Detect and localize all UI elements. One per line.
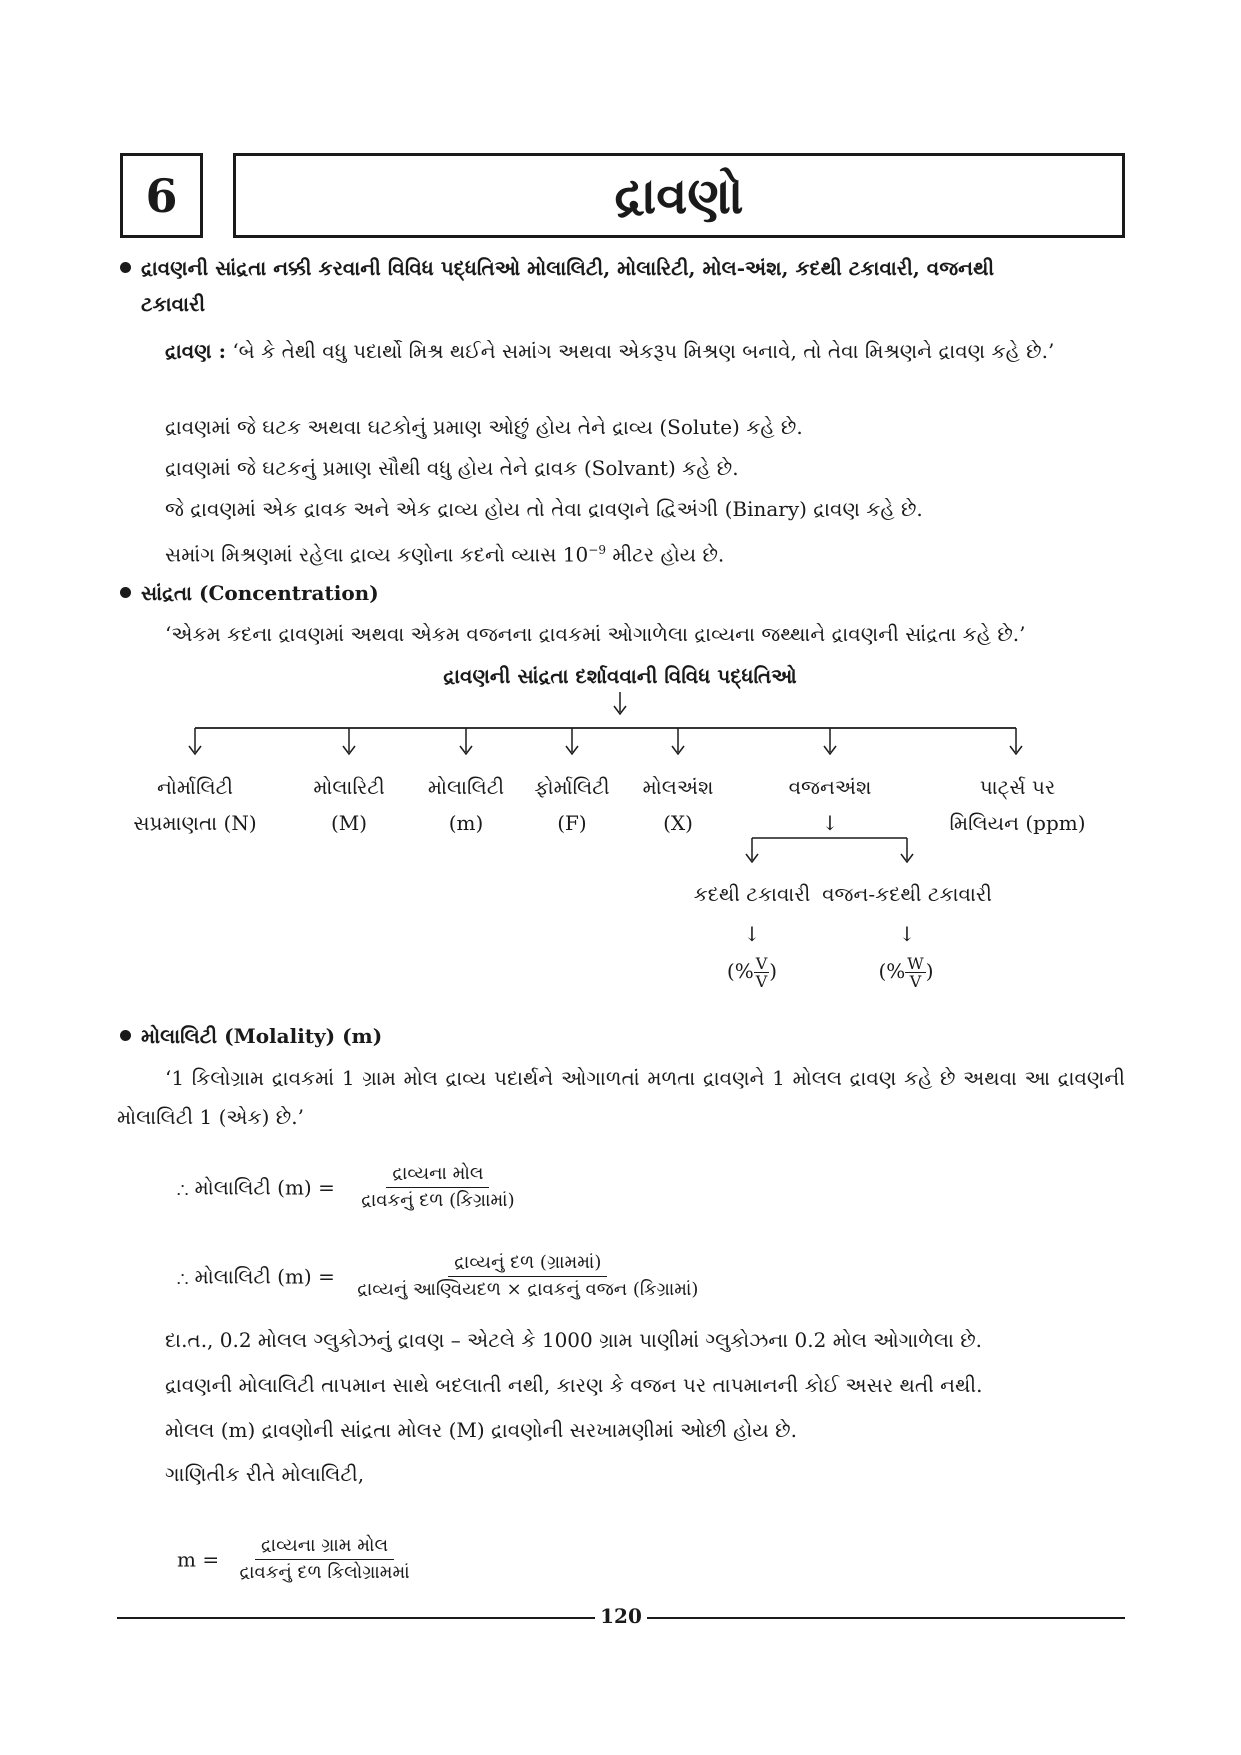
section1-heading: દ્રાવણની સાંદ્રતા નક્કી કરવાની વિવિધ પદ્ધતિઓ મોલાલિટી, મોલારિટી, મોલ-અંશ, કદથી ટકાવારી, વજનથી: [120, 250, 1130, 286]
particle-size-line: સમાંગ મિશ્રણમાં રહેલા દ્રાવ્ય કણોના કદનો વ્યાસ $10^{-9}$ મીટર હોય છે.: [165, 542, 725, 567]
molality-formula-3: m = $\frac{\text{દ્રાવ્યના ગ્રામ મોલ}}{\text{દ્રાવકનું દળ કિલોગ્રામમાં}}$: [177, 1535, 410, 1583]
method-ppm: પાર્ટ્સ પર: [979, 775, 1056, 799]
bullet-icon: [120, 587, 131, 598]
chapter-number-box: [120, 153, 203, 238]
example-line: દા.ત., 0.2 મોલલ ગ્લુકોઝનું દ્રાવણ – એટલે કે 1000 ગ્રામ પાણીમાં ગ્લુકોઝના 0.2 મોલ ઓગાળેલા છે.: [165, 1328, 983, 1352]
method-mole-fraction-symbol: (X): [663, 811, 693, 835]
definition-term: દ્રાવણ :: [165, 339, 226, 363]
method-molality: મોલાલિટી: [427, 775, 505, 799]
molality-definition: ‘1 કિલોગ્રામ દ્રાવકમાં 1 ગ્રામ મોલ દ્રાવ્ય પદાર્થને ઓગાળતાં મળતા દ્રાવણને 1 મોલલ દ્રાવણ કહે છે અથવા આ દ્રાવણની મોલાલિટી 1 (એક) છે.’: [117, 1066, 1125, 1129]
section1-heading-cont: ટકાવારી: [141, 292, 206, 316]
math-intro-line: ગાણિતીક રીતે મોલાલિટી,: [165, 1462, 365, 1486]
method-normality-symbol: સપ્રમાણતા (N): [133, 811, 257, 835]
method-formality: ફોર્માલિટી: [534, 775, 610, 799]
diagram-title: દ્રાવણની સાંદ્રતા દર્શાવવાની વિવિધ પદ્ધતિઓ: [443, 664, 797, 688]
bullet-icon: [120, 1030, 131, 1041]
method-molality-symbol: (m): [448, 811, 484, 835]
solute-line: દ્રાવણમાં જે ઘટક અથવા ઘટકોનું પ્રમાણ ઓછું હોય તેને દ્રાવ્ય (Solute) કહે છે.: [165, 415, 803, 439]
solvent-line: દ્રાવણમાં જે ઘટકનું પ્રમાણ સૌથી વધુ હોય તેને દ્રાવક (Solvant) કહે છે.: [165, 456, 739, 480]
arrow-down-icon: ↓: [743, 922, 761, 946]
arrow-down-icon: ↓: [821, 811, 839, 835]
temperature-line: દ્રાવણની મોલાલિટી તાપમાન સાથે બદલાતી નથી, કારણ કે વજન પર તાપમાનની કોઈ અસર થતી નથી.: [165, 1373, 983, 1397]
method-weight-fraction: વજનઅંશ: [788, 775, 872, 799]
molality-heading: મોલાલિટી (Molality) (m): [120, 1018, 382, 1054]
concentration-heading: સાંદ્રતા (Concentration): [120, 575, 379, 611]
solution-definition: દ્રાવણ : ‘બે કે તેથી વધુ પદાર્થો મિશ્ર થઈને સમાંગ અથવા એકરૂપ મિશ્રણ બનાવે, તો તેવા મિશ્રણને દ્રાવણ કહે છે.’: [165, 339, 1055, 363]
arrow-down-icon: ↓: [898, 922, 916, 946]
chapter-number: 6: [145, 168, 178, 223]
method-normality: નોર્માલિટી: [157, 775, 233, 799]
molality-formula-2: ∴ મોલાલિટી (m) = $\frac{\text{દ્રાવ્યનું દળ (ગ્રામમાં)}}{\text{દ્રાવ્યનું આણ્વિયદળ × દ્રાવકનું વજન (કિગ્રામાં)}}$: [177, 1252, 699, 1300]
chapter-title: દ્રાવણો: [614, 165, 744, 225]
bullet-icon: [120, 262, 131, 273]
method-molarity-symbol: (M): [330, 811, 368, 835]
binary-line: જે દ્રાવણમાં એક દ્રાવક અને એક દ્રાવ્ય હોય તો તેવા દ્રાવણને દ્વિઅંગી (Binary) દ્રાવણ કહે છે.: [165, 497, 923, 521]
method-ppm-symbol: મિલિયન (ppm): [949, 811, 1086, 835]
method-mole-fraction: મોલઅંશ: [642, 775, 714, 799]
sub-method-volume-percent: કદથી ટકાવારી: [693, 882, 811, 906]
chapter-title-box: [233, 153, 1125, 238]
method-formality-symbol: (F): [557, 811, 587, 835]
footer-rule-right: [647, 1617, 1125, 1619]
molality-formula-1: ∴ મોલાલિટી (m) = $\frac{\text{દ્રાવ્યના મોલ}}{\text{દ્રાવકનું દળ (કિગ્રામાં)}}$: [177, 1163, 515, 1211]
volume-percent-formula: (% $\frac{V}{V}$ ): [726, 954, 778, 991]
weight-volume-percent-formula: (% $\frac{W}{V}$ ): [878, 954, 934, 991]
footer-rule-left: [117, 1617, 595, 1619]
method-molarity: મોલારિટી: [313, 775, 385, 799]
comparison-line: મોલલ (m) દ્રાવણોની સાંદ્રતા મોલર (M) દ્રાવણોની સરખામણીમાં ઓછી હોય છે.: [165, 1418, 797, 1442]
sub-method-weight-volume-percent: વજન-કદથી ટકાવારી: [822, 882, 992, 906]
page-number: 120: [600, 1604, 642, 1628]
concentration-definition: ‘એકમ કદના દ્રાવણમાં અથવા એકમ વજનના દ્રાવકમાં ઓગાળેલા દ્રાવ્યના જથ્થાને દ્રાવણની સાંદ્રતા કહે છે.’: [165, 622, 1026, 646]
